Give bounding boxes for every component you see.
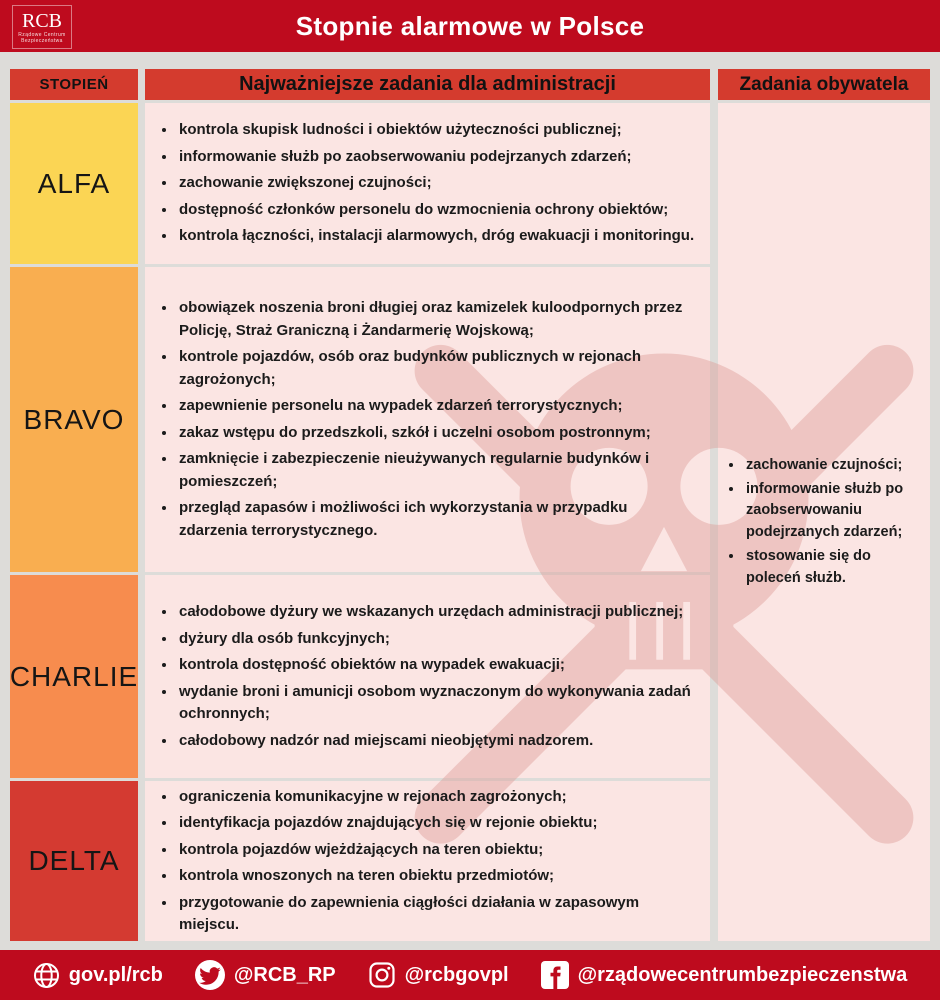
task-item: • obowiązek noszenia broni długiej oraz kamizelek kuloodpornych przez Policję, Straż Graniczną i Żandarmerię Wojskową;	[177, 297, 698, 342]
page-title: Stopnie alarmowe w Polsce	[295, 10, 645, 41]
header-banner	[0, 0, 940, 52]
level-badge-alfa: ALFA	[10, 103, 138, 264]
footer-link-website[interactable]	[33, 962, 163, 989]
twitter-icon	[195, 960, 225, 990]
rcb-logo-subtitle-line1: Rządowe Centrum	[18, 32, 66, 38]
admin-task-list-delta	[155, 782, 698, 941]
task-item: • kontrola pojazdów wjeżdżających na teren obiektu;	[177, 839, 698, 862]
footer-instagram-label: @rcbgovpl	[404, 963, 509, 986]
table-row-bravo	[10, 267, 710, 572]
task-item: • wydanie broni i amunicji osobom wyznaczonym do wykonywania zadań ochronnych;	[177, 681, 698, 726]
facebook-icon	[541, 961, 569, 989]
task-item: • zakaz wstępu do przedszkoli, szkół i uczelni osobom postronnym;	[177, 422, 698, 445]
task-item: • kontrola łączności, instalacji alarmowych, dróg ewakuacji i monitoringu.	[177, 225, 694, 248]
rcb-logo-acronym: RCB	[21, 10, 63, 32]
task-item: • przegląd zapasów i możliwości ich wykorzystania w przypadku zdarzenia terrorystycznego.	[177, 497, 698, 542]
level-badge-bravo: BRAVO	[10, 267, 138, 572]
table-row-alfa	[10, 103, 710, 264]
task-item: • ograniczenia komunikacyjne w rejonach zagrożonych;	[177, 786, 698, 809]
admin-task-list-bravo	[155, 293, 698, 546]
footer-twitter-label: @RCB_RP	[233, 963, 336, 986]
table-header-row	[10, 69, 710, 100]
task-item: • zamknięcie i zabezpieczenie nieużywanych regularnie budynków i pomieszczeń;	[177, 448, 698, 493]
task-item: • stosowanie się do poleceń służb.	[744, 546, 920, 590]
admin-tasks-cell-charlie	[145, 575, 710, 778]
globe-icon	[33, 962, 60, 989]
footer-website-label: gov.pl/rcb	[68, 963, 163, 986]
footer-facebook-label: @rządowecentrumbezpieczenstwa	[577, 963, 908, 986]
task-item: • przygotowanie do zapewnienia ciągłości działania w zapasowym miejscu.	[177, 892, 698, 937]
admin-task-list-charlie	[155, 597, 698, 756]
column-header-level: STOPIEŃ	[10, 69, 138, 100]
footer-link-facebook[interactable]	[541, 961, 908, 989]
task-item: • kontrola skupisk ludności i obiektów użyteczności publicznej;	[177, 119, 694, 142]
table-row-delta	[10, 781, 710, 941]
admin-tasks-cell-alfa	[145, 103, 710, 264]
column-header-administration: Najważniejsze zadania dla administracji	[145, 69, 710, 100]
admin-tasks-cell-delta	[145, 781, 710, 941]
citizen-tasks-cell	[718, 103, 930, 941]
footer-banner	[0, 950, 940, 1000]
footer-link-twitter[interactable]	[195, 960, 336, 990]
left-table	[10, 69, 710, 941]
task-item: • dostępność członków personelu do wzmocnienia ochrony obiektów;	[177, 199, 694, 222]
admin-tasks-cell-bravo	[145, 267, 710, 572]
task-item: • całodobowy nadzór nad miejscami nieobjętymi nadzorem.	[177, 730, 698, 753]
instagram-icon	[368, 961, 396, 989]
task-item: • informowanie służb po zaobserwowaniu podejrzanych zdarzeń;	[177, 146, 694, 169]
task-item: • kontrole pojazdów, osób oraz budynków publicznych w rejonach zagrożonych;	[177, 346, 698, 391]
level-badge-delta: DELTA	[10, 781, 138, 941]
alert-levels-table	[10, 69, 930, 941]
rcb-logo-subtitle-line2: Bezpieczeństwa	[21, 38, 63, 44]
task-item: • zapewnienie personelu na wypadek zdarzeń terrorystycznych;	[177, 395, 698, 418]
task-item: • dyżury dla osób funkcyjnych;	[177, 628, 698, 651]
task-item: • identyfikacja pojazdów znajdujących się w rejonie obiektu;	[177, 812, 698, 835]
task-item: • informowanie służb po zaobserwowaniu podejrzanych zdarzeń;	[744, 479, 920, 544]
admin-task-list-alfa	[155, 115, 694, 252]
task-item: • kontrola wnoszonych na teren obiektu przedmiotów;	[177, 865, 698, 888]
task-item: • zachowanie zwiększonej czujności;	[177, 172, 694, 195]
citizen-task-list	[724, 453, 920, 592]
rcb-logo	[12, 5, 72, 49]
task-item: • kontrola dostępność obiektów na wypadek ewakuacji;	[177, 654, 698, 677]
table-row-charlie	[10, 575, 710, 778]
footer-link-instagram[interactable]	[368, 961, 509, 989]
task-item: • zachowanie czujności;	[744, 455, 920, 477]
level-badge-charlie: CHARLIE	[10, 575, 138, 778]
column-header-citizen: Zadania obywatela	[718, 69, 930, 100]
task-item: • całodobowe dyżury we wskazanych urzędach administracji publicznej;	[177, 601, 698, 624]
citizen-column	[718, 69, 930, 941]
